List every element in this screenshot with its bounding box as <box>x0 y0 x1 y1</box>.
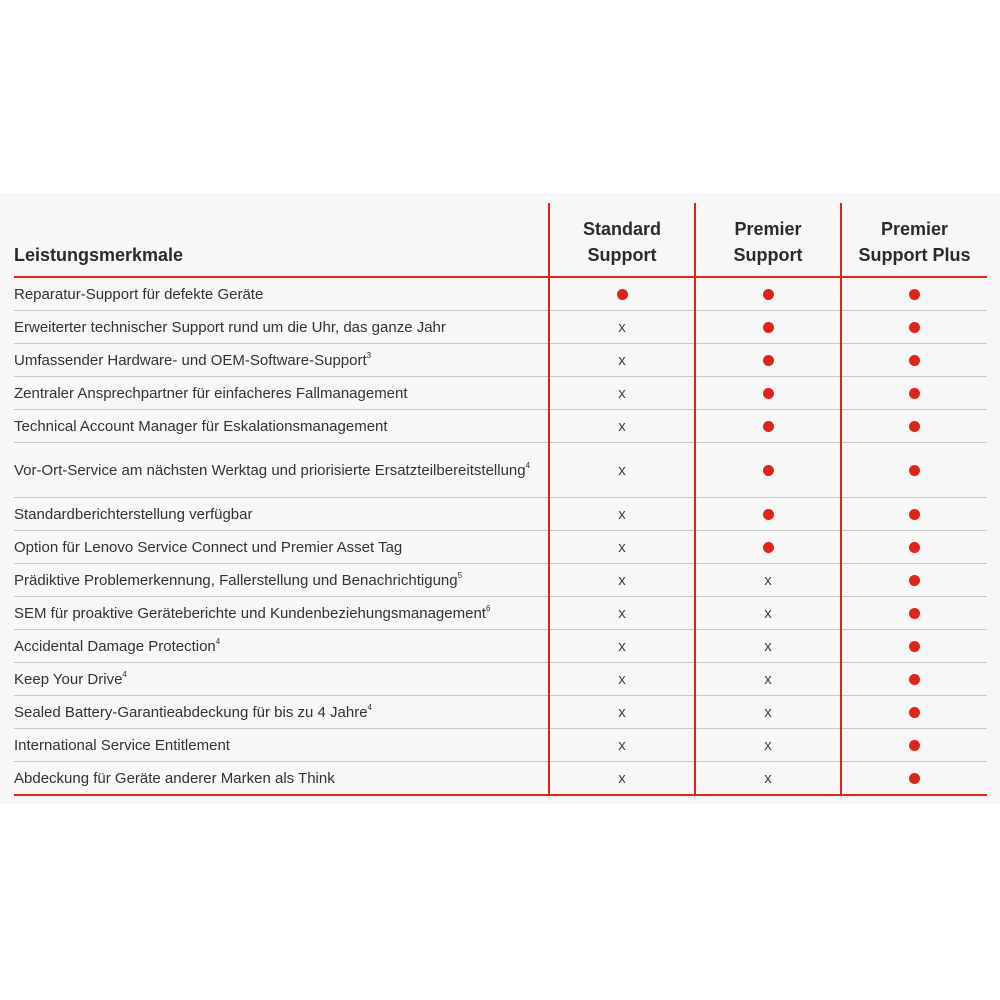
feature-cell <box>14 630 549 663</box>
tier-cell <box>549 410 695 443</box>
tier-cell <box>841 696 987 729</box>
tier-header-line1: Standard <box>582 219 661 239</box>
included-dot-icon <box>909 322 920 333</box>
included-dot-icon <box>909 740 920 751</box>
tier-header-premier-plus <box>841 203 987 277</box>
footnote-marker: 5 <box>457 570 463 580</box>
not-included-x-icon: x <box>618 417 626 435</box>
tier-cell <box>549 498 695 531</box>
included-dot-icon <box>763 322 774 333</box>
table-row <box>14 377 987 410</box>
footnote-marker: 4 <box>525 460 531 470</box>
feature-label: Vor-Ort-Service am nächsten Werktag und priorisierte Ersatzteilbereitstellung <box>14 461 526 479</box>
not-included-x-icon: x <box>618 604 626 622</box>
feature-label: Prädiktive Problemerkennung, Fallerstellung und Benachrichtigung <box>14 571 458 589</box>
tier-cell <box>695 277 841 311</box>
tier-cell <box>695 696 841 729</box>
table-row <box>14 597 987 630</box>
included-dot-icon <box>909 674 920 685</box>
table-row <box>14 344 987 377</box>
footnote-marker: 4 <box>367 702 372 712</box>
included-dot-icon <box>909 773 920 784</box>
footnote-marker: 3 <box>366 350 372 360</box>
tier-cell <box>549 696 695 729</box>
tier-cell <box>841 344 987 377</box>
feature-label: International Service Entitlement <box>14 736 230 754</box>
feature-cell <box>14 498 549 531</box>
not-included-x-icon: x <box>618 670 626 688</box>
tier-cell <box>841 531 987 564</box>
tier-cell <box>549 597 695 630</box>
tier-cell <box>549 443 695 498</box>
tier-cell <box>549 663 695 696</box>
table-row <box>14 564 987 597</box>
feature-label: Technical Account Manager für Eskalationsmanagement <box>14 417 388 435</box>
tier-cell <box>841 377 987 410</box>
included-dot-icon <box>763 421 774 432</box>
tier-cell <box>695 729 841 762</box>
tier-cell <box>841 410 987 443</box>
table-row <box>14 630 987 663</box>
tier-cell <box>549 344 695 377</box>
feature-label: Accidental Damage Protection <box>14 637 216 655</box>
footnote-marker: 4 <box>122 669 127 679</box>
included-dot-icon <box>763 465 774 476</box>
tier-header-line2: Support <box>587 245 657 265</box>
tier-header-line2: Support <box>733 245 803 265</box>
feature-cell <box>14 696 549 729</box>
table-header-row <box>14 203 987 277</box>
feature-cell <box>14 344 549 377</box>
not-included-x-icon: x <box>618 505 626 523</box>
tier-header-premier <box>695 203 841 277</box>
feature-cell <box>14 531 549 564</box>
feature-label: Zentraler Ansprechpartner für einfacheres Fallmanagement <box>14 384 408 402</box>
feature-label: Keep Your Drive <box>14 670 123 688</box>
tier-cell <box>549 311 695 344</box>
feature-label: Standardberichterstellung verfügbar <box>14 505 253 523</box>
included-dot-icon <box>909 289 920 300</box>
included-dot-icon <box>763 289 774 300</box>
included-dot-icon <box>909 608 920 619</box>
table-row <box>14 762 987 796</box>
not-included-x-icon: x <box>764 736 772 754</box>
feature-label: Reparatur-Support für defekte Geräte <box>14 285 264 303</box>
not-included-x-icon: x <box>618 736 626 754</box>
not-included-x-icon: x <box>764 703 772 721</box>
tier-cell <box>549 377 695 410</box>
tier-cell <box>695 597 841 630</box>
included-dot-icon <box>909 641 920 652</box>
feature-cell <box>14 410 549 443</box>
tier-cell <box>841 729 987 762</box>
feature-cell <box>14 377 549 410</box>
support-comparison-table <box>14 203 987 796</box>
table-row <box>14 729 987 762</box>
tier-cell <box>695 663 841 696</box>
tier-cell <box>549 531 695 564</box>
tier-cell <box>695 377 841 410</box>
not-included-x-icon: x <box>618 351 626 369</box>
tier-cell <box>841 663 987 696</box>
tier-header-line2: Support Plus <box>858 245 971 265</box>
not-included-x-icon: x <box>618 318 626 336</box>
feature-cell <box>14 663 549 696</box>
tier-cell <box>695 762 841 796</box>
tier-cell <box>549 564 695 597</box>
not-included-x-icon: x <box>764 637 772 655</box>
tier-cell <box>695 498 841 531</box>
included-dot-icon <box>909 355 920 366</box>
not-included-x-icon: x <box>618 637 626 655</box>
tier-header-line1: Premier <box>880 219 949 239</box>
table-row <box>14 498 987 531</box>
table-row <box>14 663 987 696</box>
tier-cell <box>841 762 987 796</box>
included-dot-icon <box>763 355 774 366</box>
included-dot-icon <box>763 509 774 520</box>
not-included-x-icon: x <box>618 461 626 479</box>
not-included-x-icon: x <box>764 604 772 622</box>
feature-column-header: Leistungsmerkmale <box>14 203 549 277</box>
table-row <box>14 531 987 564</box>
included-dot-icon <box>617 289 628 300</box>
tier-cell <box>695 531 841 564</box>
not-included-x-icon: x <box>764 571 772 589</box>
tier-cell <box>695 344 841 377</box>
tier-header-standard <box>549 203 695 277</box>
feature-cell <box>14 729 549 762</box>
feature-cell <box>14 311 549 344</box>
not-included-x-icon: x <box>764 670 772 688</box>
feature-cell <box>14 597 549 630</box>
table-row <box>14 696 987 729</box>
tier-cell <box>841 443 987 498</box>
table-row <box>14 410 987 443</box>
included-dot-icon <box>909 542 920 553</box>
feature-cell <box>14 564 549 597</box>
included-dot-icon <box>909 421 920 432</box>
tier-cell <box>549 729 695 762</box>
included-dot-icon <box>909 707 920 718</box>
footnote-marker: 4 <box>215 636 221 646</box>
table-row <box>14 443 987 498</box>
feature-label: Erweiterter technischer Support rund um die Uhr, das ganze Jahr <box>14 318 446 336</box>
table-row <box>14 311 987 344</box>
not-included-x-icon: x <box>618 384 626 402</box>
tier-cell <box>841 311 987 344</box>
not-included-x-icon: x <box>618 703 626 721</box>
included-dot-icon <box>763 542 774 553</box>
included-dot-icon <box>909 388 920 399</box>
tier-cell <box>841 597 987 630</box>
feature-label: Abdeckung für Geräte anderer Marken als Think <box>14 769 335 787</box>
feature-cell <box>14 277 549 311</box>
not-included-x-icon: x <box>618 769 626 787</box>
included-dot-icon <box>909 465 920 476</box>
feature-cell <box>14 762 549 796</box>
included-dot-icon <box>909 509 920 520</box>
tier-cell <box>841 498 987 531</box>
tier-cell <box>695 564 841 597</box>
tier-cell <box>695 311 841 344</box>
feature-cell <box>14 443 549 498</box>
tier-cell <box>549 762 695 796</box>
tier-cell <box>549 630 695 663</box>
tier-cell <box>549 277 695 311</box>
table-row <box>14 277 987 311</box>
included-dot-icon <box>909 575 920 586</box>
included-dot-icon <box>763 388 774 399</box>
not-included-x-icon: x <box>618 538 626 556</box>
tier-cell <box>695 410 841 443</box>
tier-cell <box>841 277 987 311</box>
tier-cell <box>841 630 987 663</box>
feature-label: Sealed Battery-Garantieabdeckung für bis zu 4 Jahre <box>14 703 368 721</box>
feature-label: Umfassender Hardware- und OEM-Software-Support <box>14 351 367 369</box>
feature-label: SEM für proaktive Geräteberichte und Kundenbeziehungsmanagement <box>14 604 486 622</box>
footnote-marker: 6 <box>485 603 491 613</box>
not-included-x-icon: x <box>764 769 772 787</box>
not-included-x-icon: x <box>618 571 626 589</box>
tier-header-line1: Premier <box>734 219 802 239</box>
tier-cell <box>695 630 841 663</box>
tier-cell <box>695 443 841 498</box>
table-body <box>14 277 987 795</box>
feature-label: Option für Lenovo Service Connect und Premier Asset Tag <box>14 538 403 556</box>
tier-cell <box>841 564 987 597</box>
